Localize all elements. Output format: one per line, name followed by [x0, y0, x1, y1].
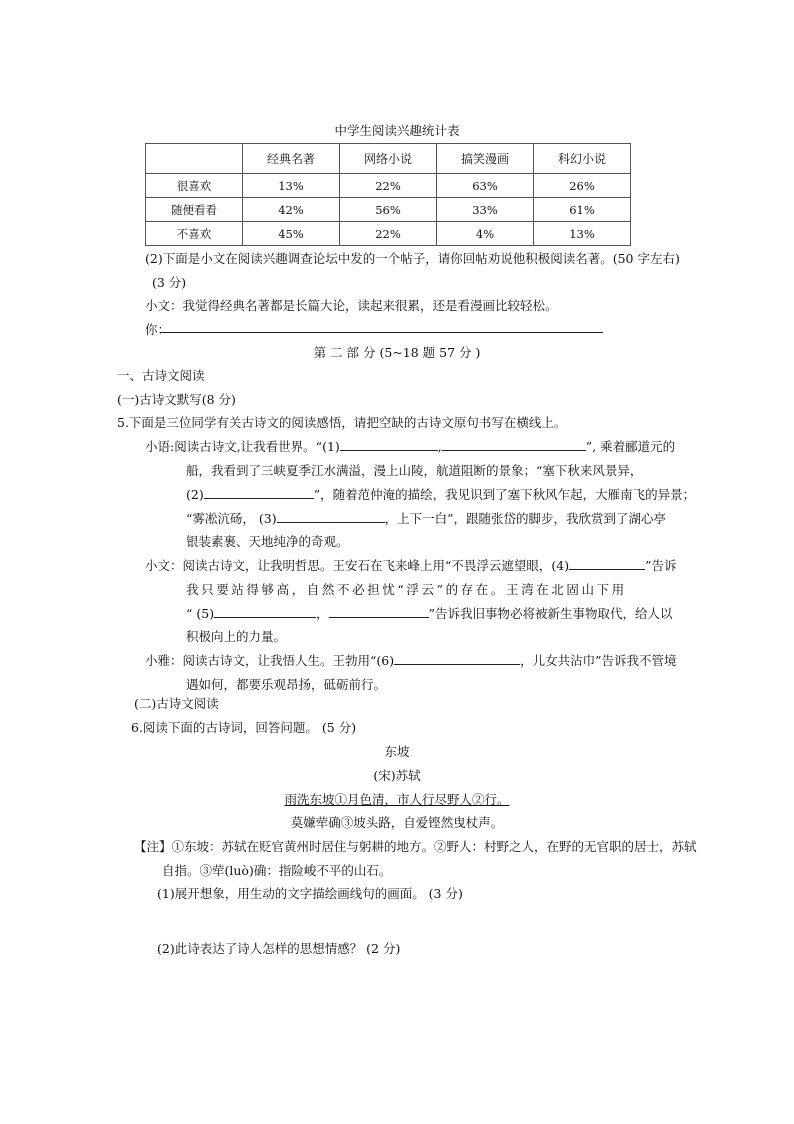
xiaoyu-text: , [437, 439, 442, 454]
table-row [146, 174, 631, 198]
blank-6[interactable] [394, 652, 520, 665]
row-label: 不喜欢 [146, 222, 243, 246]
table-cell: 45% [243, 222, 340, 246]
xiaoyu-text: ，上下一白”，跟随张岱的脚步，我欣赏到了湖心亭 [384, 511, 666, 526]
table-title: 中学生阅读兴趣统计表 [334, 123, 460, 138]
table-cell: 61% [534, 198, 631, 222]
xiaoya-line: 遇如何，都要乐观昂扬，砥砺前行。 [186, 677, 387, 692]
table-header-cell: 科幻小说 [534, 144, 631, 174]
table-cell: 33% [437, 198, 534, 222]
xiaoya-text: ，儿女共沾巾”告诉我不管境 [520, 653, 677, 668]
table-header-cell: 搞笑漫画 [437, 144, 534, 174]
poem-notes: 【注】①东坡：苏轼在贬官黄州时居住与躬耕的地方。②野人：村野之人，在野的无官职的居士，苏轼 [134, 839, 697, 854]
question-5-text: 5.下面是三位同学有关古诗文的阅读感悟，请把空缺的古诗文原句书写在横线上。 [117, 415, 567, 430]
xiaoyu-text: ”, 乘着郦道元的 [585, 439, 676, 454]
blank-3[interactable] [277, 510, 385, 523]
table-row [146, 198, 631, 222]
table-row [146, 222, 631, 246]
blank-1a[interactable] [340, 438, 438, 451]
xiaoyu-line [145, 437, 675, 455]
poem-author: (宋)苏轼 [373, 768, 421, 783]
xiaowen-text: ”告诉我旧事物必将被新生事物取代，给人以 [428, 606, 673, 621]
reply-answer-line[interactable] [161, 318, 603, 333]
xiaowen-line: 我只要站得够高，自然不必担忧“浮云”的存在。王湾在北固山下用 [186, 582, 627, 597]
question-2-score: (3 分) [152, 275, 187, 290]
xiaowen-text: 小文：阅读古诗文，让我明哲思。王安石在飞来峰上用“不畏浮云遮望眼，(4) [145, 558, 570, 573]
blank-5b[interactable] [329, 605, 429, 618]
blank-2[interactable] [204, 486, 314, 499]
subsection-heading: (二)古诗文阅读 [134, 696, 219, 711]
xiaoyu-line: 船，我看到了三峡夏季江水满溢，漫上山陵，航道阻断的景象；“塞下秋来风景异， [186, 463, 643, 478]
poem-line-underlined [0, 790, 794, 808]
table-header-cell: 网络小说 [340, 144, 437, 174]
poem-notes: 自指。③荦(luò)确：指险峻不平的山石。 [162, 863, 392, 878]
poem-title: 东坡 [384, 744, 410, 759]
xiaowen-text: ， [316, 606, 329, 621]
row-label: 很喜欢 [146, 174, 243, 198]
xiaoya-line [145, 651, 677, 669]
table-header-cell: 经典名著 [243, 144, 340, 174]
forum-post: 小文：我觉得经典名著都是长篇大论，读起来很累，还是看漫画比较轻松。 [145, 298, 558, 313]
xiaowen-text: ”告诉 [645, 558, 677, 573]
table-cell: 56% [340, 198, 437, 222]
xiaoyu-line: 银装素裹、天地纯净的奇观。 [186, 534, 349, 549]
table-cell: 22% [340, 222, 437, 246]
xiaowen-line [145, 556, 677, 574]
question-6-2: (2)此诗表达了诗人怎样的思想情感？ (2 分) [157, 941, 401, 956]
xiaowen-line: 积极向上的力量。 [186, 629, 287, 644]
table-cell: 13% [534, 222, 631, 246]
blank-1b[interactable] [442, 438, 586, 451]
row-label: 随便看看 [146, 198, 243, 222]
table-header-cell [146, 144, 243, 174]
table-cell: 4% [437, 222, 534, 246]
table-cell: 63% [437, 174, 534, 198]
table-cell: 13% [243, 174, 340, 198]
xiaowen-line [186, 604, 673, 622]
blank-4[interactable] [569, 557, 645, 570]
xiaoyu-line [186, 509, 666, 527]
table-cell: 26% [534, 174, 631, 198]
xiaoyu-text: (2) [186, 487, 204, 502]
xiaoyu-line [186, 485, 695, 503]
xiaowen-text: “ (5) [186, 606, 215, 621]
table-cell: 42% [243, 198, 340, 222]
poem-line-1: 雨洗东坡①月色清，市人行尽野人②行。 [284, 792, 510, 807]
xiaoyu-text: 小语:阅读古诗文,让我看世界。“(1) [145, 439, 340, 454]
table-header-row [146, 144, 631, 174]
xiaoyu-text: ”，随着范仲淹的描绘，我见识到了塞下秋风乍起，大雁南飞的异景； [313, 487, 696, 502]
reply-label: 你： [145, 322, 171, 337]
part-two-title: 第 二 部 分 (5~18 题 57 分 ) [313, 345, 481, 360]
question-6-text: 6.阅读下面的古诗词，回答问题。 (5 分) [131, 720, 357, 735]
xiaoyu-text: “雾凇沆砀， (3) [186, 511, 277, 526]
xiaoya-text: 小雅：阅读古诗文，让我悟人生。王勃用“(6) [145, 653, 395, 668]
poem-line-2: 莫嫌荦确③坡头路，自爱铿然曳杖声。 [290, 815, 504, 830]
table-cell: 22% [340, 174, 437, 198]
question-2-text: (2)下面是小文在阅读兴趣调查论坛中发的一个帖子，请你回帖劝说他积极阅读名著。(50 字左右) [145, 251, 680, 266]
section-heading: 一、古诗文阅读 [117, 368, 205, 383]
subsection-heading: (一)古诗文默写(8 分) [117, 392, 236, 407]
reading-interest-table [145, 143, 631, 246]
blank-5a[interactable] [214, 605, 316, 618]
question-6-1: (1)展开想象，用生动的文字描绘画线句的画面。 (3 分) [157, 886, 463, 901]
